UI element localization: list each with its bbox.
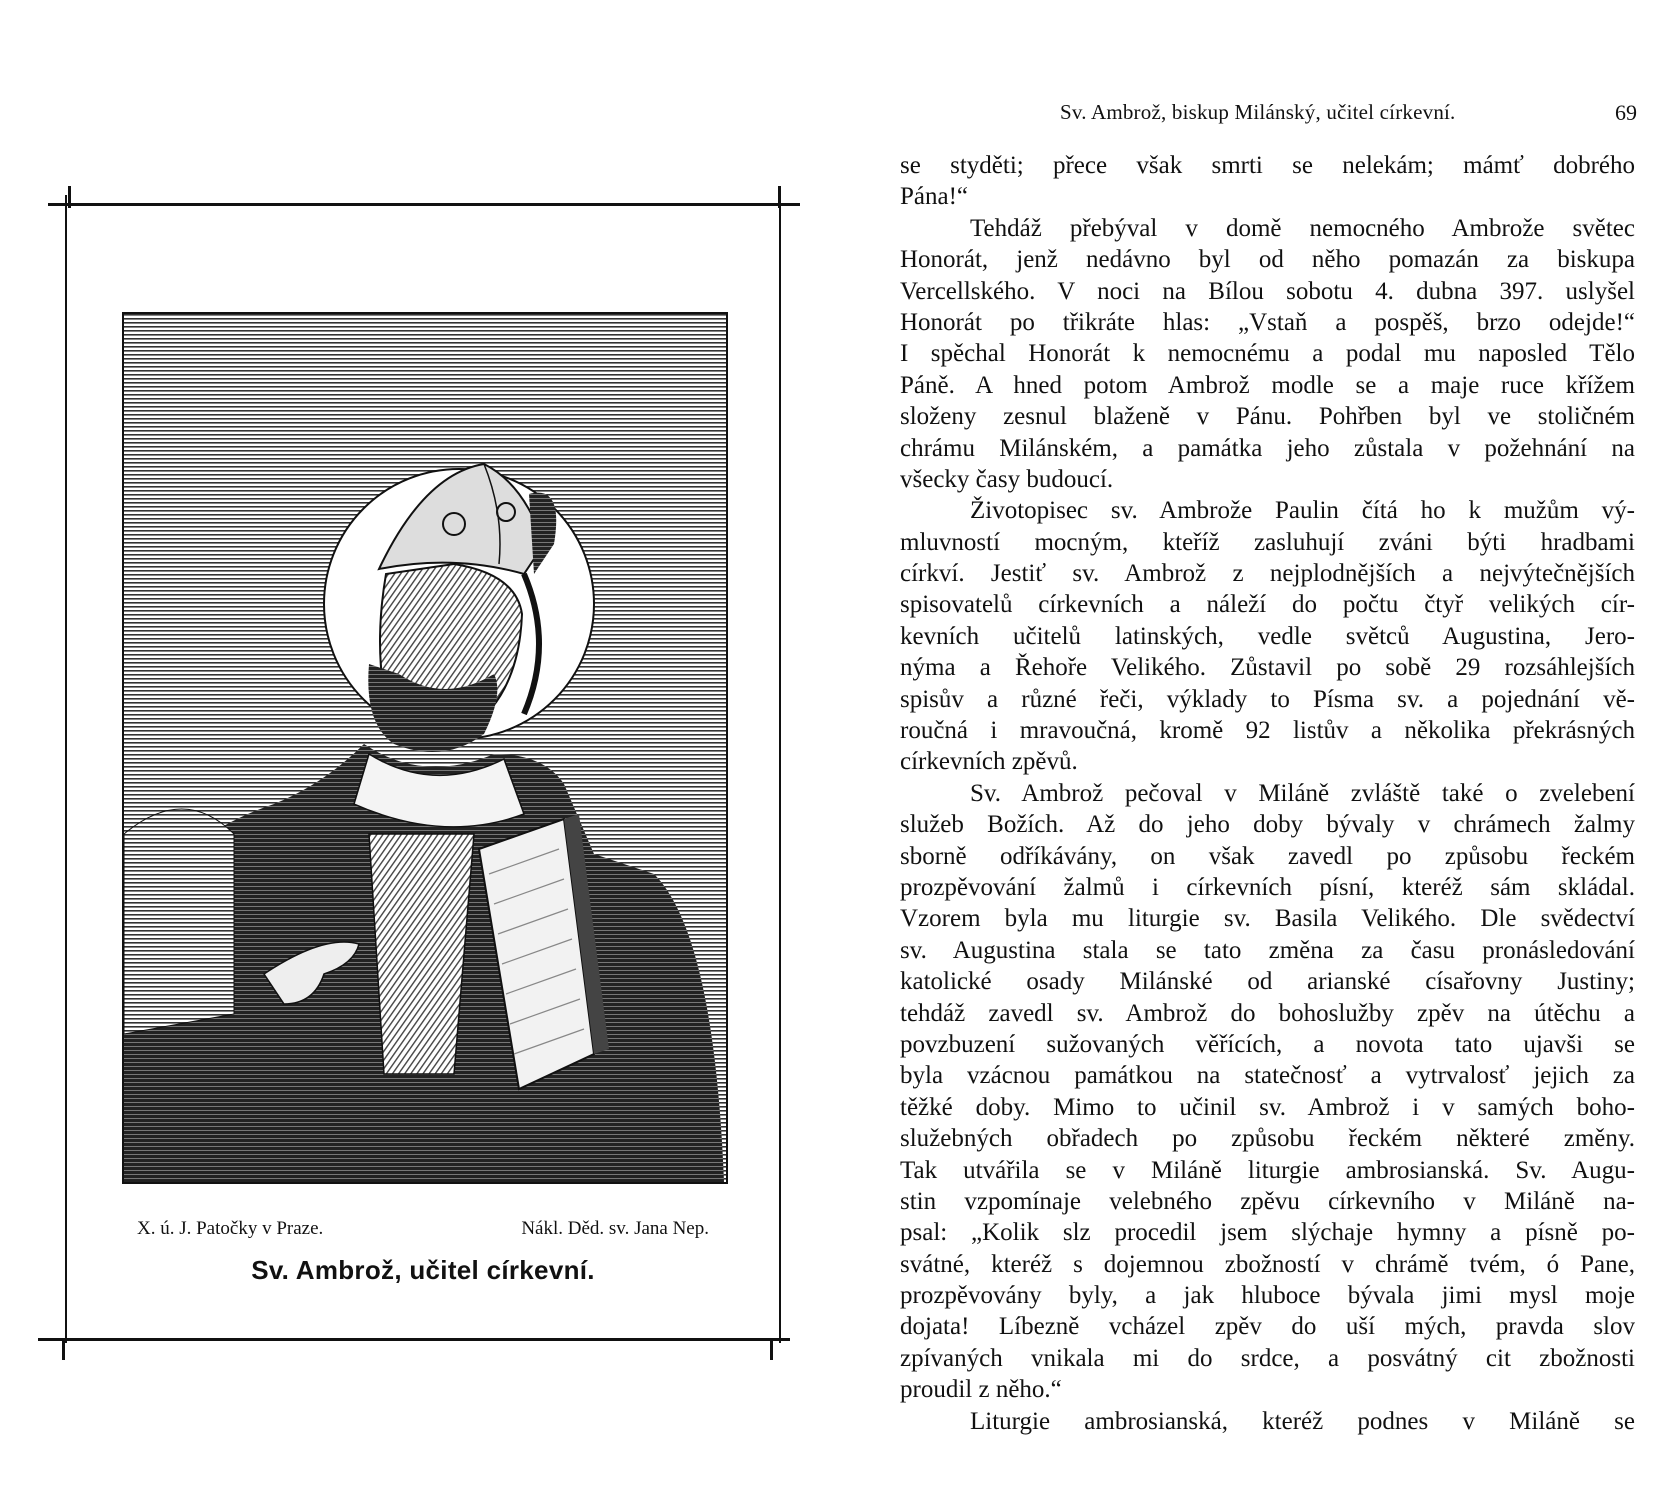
- saint-ambrose-engraving: [122, 312, 728, 1184]
- text-line: nýma a Řehoře Velikého. Zůstavil po sobě 29 rozsáhlejších: [900, 654, 1635, 682]
- text-line: církevních zpěvů.: [900, 748, 1078, 776]
- text-line: svátné, kteréž s dojemnou zbožností v chrámě tvém, ó Pane,: [900, 1250, 1635, 1278]
- text-line: se styděti; přece však smrti se nelekám; mámť dobrého: [900, 152, 1635, 179]
- engraving-image: [124, 314, 726, 1182]
- running-head: Sv. Ambrož, biskup Milánský, učitel církevní.: [1060, 100, 1456, 124]
- text-line: Liturgie ambrosianská, kteréž podnes v Miláně se: [970, 1407, 1635, 1435]
- text-line: všecky časy budoucí.: [900, 465, 1114, 493]
- publisher-credit: Nákl. Děd. sv. Jana Nep.: [521, 1218, 709, 1239]
- text-line: byla vzácnou památkou na statečnosť a vytrvalosť jejich za: [900, 1062, 1635, 1090]
- text-line: církví. Jestiť sv. Ambrož z nejplodnějších a nejvýtečnějších: [900, 560, 1635, 588]
- text-line: stin vzpomínaje velebného zpěvu církevního v Miláně na-: [900, 1187, 1635, 1215]
- text-line: těžké doby. Mimo to učinil sv. Ambrož i v samých boho-: [900, 1093, 1635, 1121]
- text-line: kevních učitelů latinských, vedle světců Augustina, Jero-: [900, 622, 1635, 650]
- text-line: prozpěvovány byly, a jak hluboce bývala jimi mysl moje: [900, 1282, 1635, 1310]
- text-line: Životopisec sv. Ambrože Paulin čítá ho k mužům vý-: [970, 497, 1635, 525]
- text-line: povzbuzení sužovaných věřících, a novota tato ujavši se: [900, 1030, 1635, 1058]
- text-line: složeny zesnul blaženě v Pánu. Pohřben byl ve stoličném: [900, 403, 1635, 431]
- text-line: Páně. A hned potom Ambrož modle se a maje ruce křížem: [900, 371, 1635, 399]
- text-line: Sv. Ambrož pečoval v Miláně zvláště také o zvelebení: [970, 779, 1635, 807]
- text-line: sv. Augustina stala se tato změna za času pronásledování: [900, 936, 1635, 964]
- text-line: Pána!“: [900, 183, 969, 211]
- page-number: 69: [1615, 100, 1637, 125]
- text-line: služeb Božích. Až do jeho doby bývaly v chrámech žalmy: [900, 811, 1635, 839]
- text-line: Tak utvářila se v Miláně liturgie ambrosianská. Sv. Augu-: [900, 1156, 1635, 1184]
- text-line: spisův a různé řeči, výklady to Písma sv. a pojednání vě-: [900, 685, 1635, 713]
- text-line: katolické osady Milánské od arianské císařovny Justiny;: [900, 968, 1635, 996]
- text-line: I spěchal Honorát k nemocnému a podal mu naposled Tělo: [900, 340, 1635, 368]
- text-line: prozpěvování žalmů i církevních písní, kteréž sám skládal.: [900, 873, 1635, 901]
- text-line: spisovatelů církevních a náleží do počtu čtyř velikých cír-: [900, 591, 1635, 619]
- text-line: roučná i mravoučná, kromě 92 listův a několika překrásných: [900, 717, 1635, 745]
- text-line: Honorát, jenž nedávno byl od něho pomazán za biskupa: [900, 246, 1635, 274]
- text-line: služebných obřadech po způsobu řeckém některé změny.: [900, 1125, 1635, 1153]
- text-line: Honorát po třikráte hlas: „Vstaň a pospěš, brzo odejde!“: [900, 308, 1635, 336]
- text-line: Vzorem byla mu liturgie sv. Basila Velikého. Dle svědectví: [900, 905, 1635, 933]
- text-line: tehdáž zavedl sv. Ambrož do bohoslužby zpěv na útěchu a: [900, 999, 1635, 1027]
- body-text: [900, 150, 1635, 1460]
- text-line: zpívaných vnikala mi do srdce, a posvátný cit zbožnosti: [900, 1344, 1635, 1372]
- text-line: proudil z něho.“: [900, 1376, 1062, 1404]
- text-line: chrámu Milánském, a památka jeho zůstala v požehnání na: [900, 434, 1635, 462]
- plate-credits: [137, 1218, 709, 1244]
- text-line: Vercellského. V noci na Bílou sobotu 4. dubna 397. uslyšel: [900, 277, 1635, 305]
- plate-caption: Sv. Ambrož, učitel církevní.: [251, 1255, 595, 1285]
- text-line: Tehdáž přebýval v domě nemocného Ambrože světec: [970, 214, 1635, 242]
- text-line: sborně odříkávány, on však zavedl po způsobu řeckém: [900, 842, 1635, 870]
- text-line: psal: „Kolik slz procedil jsem slýchaje hymny a písně po-: [900, 1219, 1635, 1247]
- text-line: dojata! Líbezně vcházel zpěv do uší mých, pravda slov: [900, 1313, 1635, 1341]
- text-line: mluvností mocným, kteříž zasluhují zváni býti hradbami: [900, 528, 1635, 556]
- engraver-credit: X. ú. J. Patočky v Praze.: [137, 1218, 324, 1239]
